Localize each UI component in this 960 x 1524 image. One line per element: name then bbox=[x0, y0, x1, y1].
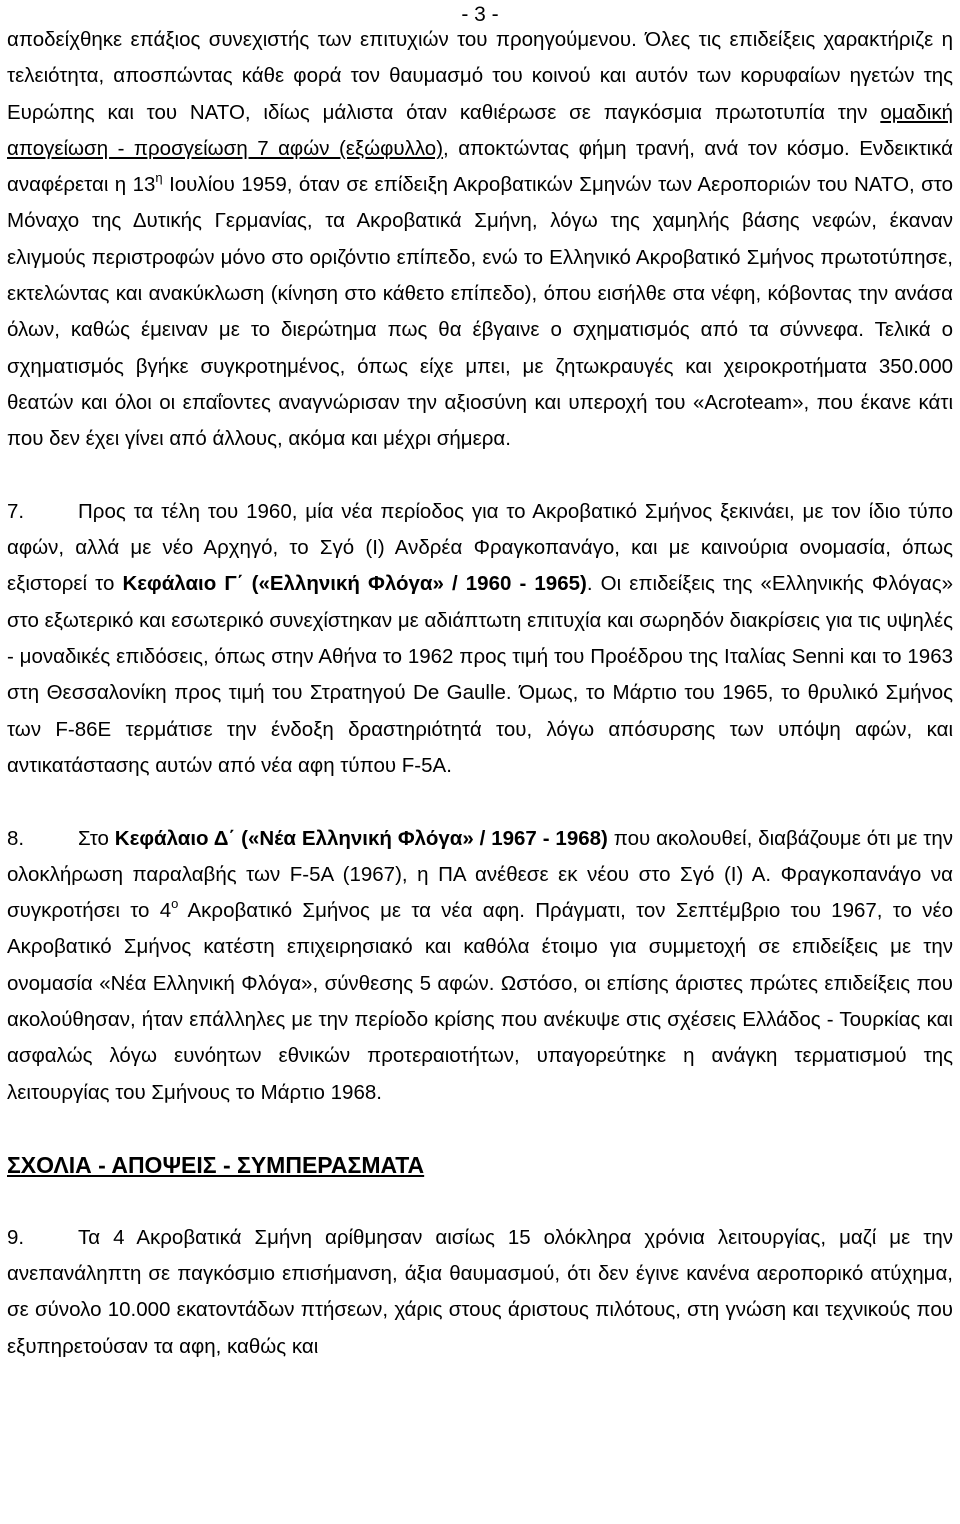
underlined-phrase: ομαδική απογείωση - προσγείωση 7 αφών (εξώφυλλο) bbox=[7, 100, 953, 160]
page-number: - 3 - bbox=[461, 3, 499, 26]
paragraph-text: Προς τα τέλη του 1960, μία νέα περίοδος για το Ακροβατικό Σμήνος ξεκινάει, με τον ίδιο τύπο αφών, αλλά με νέο Αρχηγό, το Σγό (Ι) Ανδρέα Φραγκοπανάγο, και με καινούρια ονομασία, όπως εξιστορεί το bbox=[7, 499, 953, 596]
paragraph-text: . Οι επιδείξεις της «Ελληνικής Φλόγας» στο εξωτερικό και εσωτερικό συνεχίστηκαν με αδιάπτωτη επιτυχία και σωρηδόν διακρίσεις για τις υψηλές - μοναδικές επιδόσεις, όπως στην Αθήνα το 1962 προς τιμή του Προέδρου της Ιταλίας Senni και το 1963 στη Θεσσαλονίκη προς τιμή του Στρατηγού De Gaulle. Όμως, το Μάρτιο του 1965, το θρυλικό Σμήνος των F-86E τερμάτισε την ένδοξη δραστηριότητά του, λόγω απόσυρσης των υπόψη αφών, και αντικατάστασης αυτών από νέα αφη τύπου F-5A. bbox=[7, 572, 953, 777]
paragraph-7 bbox=[7, 494, 953, 784]
paragraph-number: 7. bbox=[7, 499, 25, 523]
paragraph-text: Στο bbox=[78, 826, 115, 850]
paragraph-gap bbox=[7, 458, 953, 494]
paragraph-continuation bbox=[7, 22, 953, 458]
paragraph-text: , αποκτώντας φήμη τρανή, ανά τον κόσμο. Ενδεικτικά αναφέρεται η 13 bbox=[7, 136, 953, 197]
chapter-reference: Κεφάλαιο Γ΄ («Ελληνική Φλόγα» / 1960 - 1965) bbox=[122, 572, 587, 596]
paragraph-text: που ακολουθεί, διαβάζουμε ότι με την ολοκλήρωση παραλαβής των F-5A (1967), η ΠΑ ανέθεσε εκ νέου στο Σγό (Ι) Α. Φραγκοπανάγο να συγκροτήσει το 4 bbox=[7, 826, 953, 923]
paragraph-9 bbox=[7, 1220, 953, 1365]
ordinal-superscript: η bbox=[155, 170, 163, 186]
paragraph-gap bbox=[7, 784, 953, 820]
ordinal-superscript: ο bbox=[171, 896, 179, 912]
paragraph-number: 9. bbox=[7, 1225, 25, 1249]
document-body bbox=[7, 22, 953, 1365]
paragraph-number: 8. bbox=[7, 826, 25, 850]
chapter-reference: Κεφάλαιο Δ΄ («Νέα Ελληνική Φλόγα» / 1967 - 1968) bbox=[114, 826, 608, 850]
paragraph-gap bbox=[7, 1111, 953, 1147]
paragraph-8 bbox=[7, 821, 953, 1111]
paragraph-gap bbox=[7, 1184, 953, 1220]
paragraph-text: Ιουλίου 1959, όταν σε επίδειξη Ακροβατικών Σμηνών των Αεροποριών του ΝΑΤΟ, στο Μόναχο της Δυτικής Γερμανίας, τα Ακροβατικά Σμήνη, λόγω της χαμηλής βάσης νεφών, έκαναν ελιγμούς περιστροφών μόνο στο οριζόντιο επίπεδο, ενώ το Ελληνικό Ακροβατικό Σμήνος πρωτοτύπησε, εκτελώντας και ανακύκλωση (κίνηση στο κάθετο επίπεδο), όπου εισήλθε στα νέφη, κόβοντας την ανάσα όλων, καθώς έμειναν με το διερώτημα πως θα έβγαινε ο σχηματισμός από τα σύννεφα. Τελικά ο σχηματισμός βγήκε συγκροτημένος, όπως είχε μπει, με ζητωκραυγές και χειροκροτήματα 350.000 θεατών και όλοι οι επαΐοντες αναγνώρισαν την αξιοσύνη και υπεροχή του «Acroteam», που έκανε κάτι που δεν έχει γίνει από άλλους, ακόμα και μέχρι σήμερα. bbox=[7, 173, 953, 451]
paragraph-text: αποδείχθηκε επάξιος συνεχιστής των επιτυχιών του προηγούμενου. Όλες τις επιδείξεις χαρακτήριζε η τελειότητα, αποσπώντας κάθε φορά τον θαυμασμό του κοινού και αυτόν των κορυφαίων ηγετών της Ευρώπης και του ΝΑΤΟ, ιδίως μάλιστα όταν καθιέρωσε σε παγκόσμια πρωτοτυπία την bbox=[7, 28, 953, 124]
paragraph-text: Ακροβατικό Σμήνος με τα νέα αφη. Πράγματι, τον Σεπτέμβριο του 1967, το νέο Ακροβατικό Σμήνος κατέστη επιχειρησιακό και καθόλα έτοιμο για συμμετοχή σε επιδείξεις με την ονομασία «Νέα Ελληνική Φλόγα», σύνθεσης 5 αφών. Ωστόσο, οι επίσης άριστες πρώτες επιδείξεις που ακολούθησαν, ήταν επάλληλες με την περίοδο κρίσης που ανέκυψε στις σχέσεις Ελλάδος - Τουρκίας και ασφαλώς λόγω ευνόητων εθνικών προτεραιοτήτων, υπαγορεύτηκε η ανάγκη τερματισμού της λειτουργίας του Σμήνους το Μάρτιο 1968. bbox=[7, 899, 953, 1104]
section-heading: ΣΧΟΛΙΑ - ΑΠΟΨΕΙΣ - ΣΥΜΠΕΡΑΣΜΑΤΑ bbox=[7, 1152, 425, 1179]
paragraph-text: Τα 4 Ακροβατικά Σμήνη αρίθμησαν αισίως 15 ολόκληρα χρόνια λειτουργίας, μαζί με την ανεπανάληπτη σε παγκόσμιο επισήμανση, άξια θαυμασμού, ότι δεν έγινε κανένα αεροπορικό ατύχημα, σε σύνολο 10.000 εκατοντάδων πτήσεων, χάρις στους άριστους πιλότους, στη γνώση και τεχνικούς που εξυπηρετούσαν τα αφη, καθώς και bbox=[7, 1225, 953, 1358]
